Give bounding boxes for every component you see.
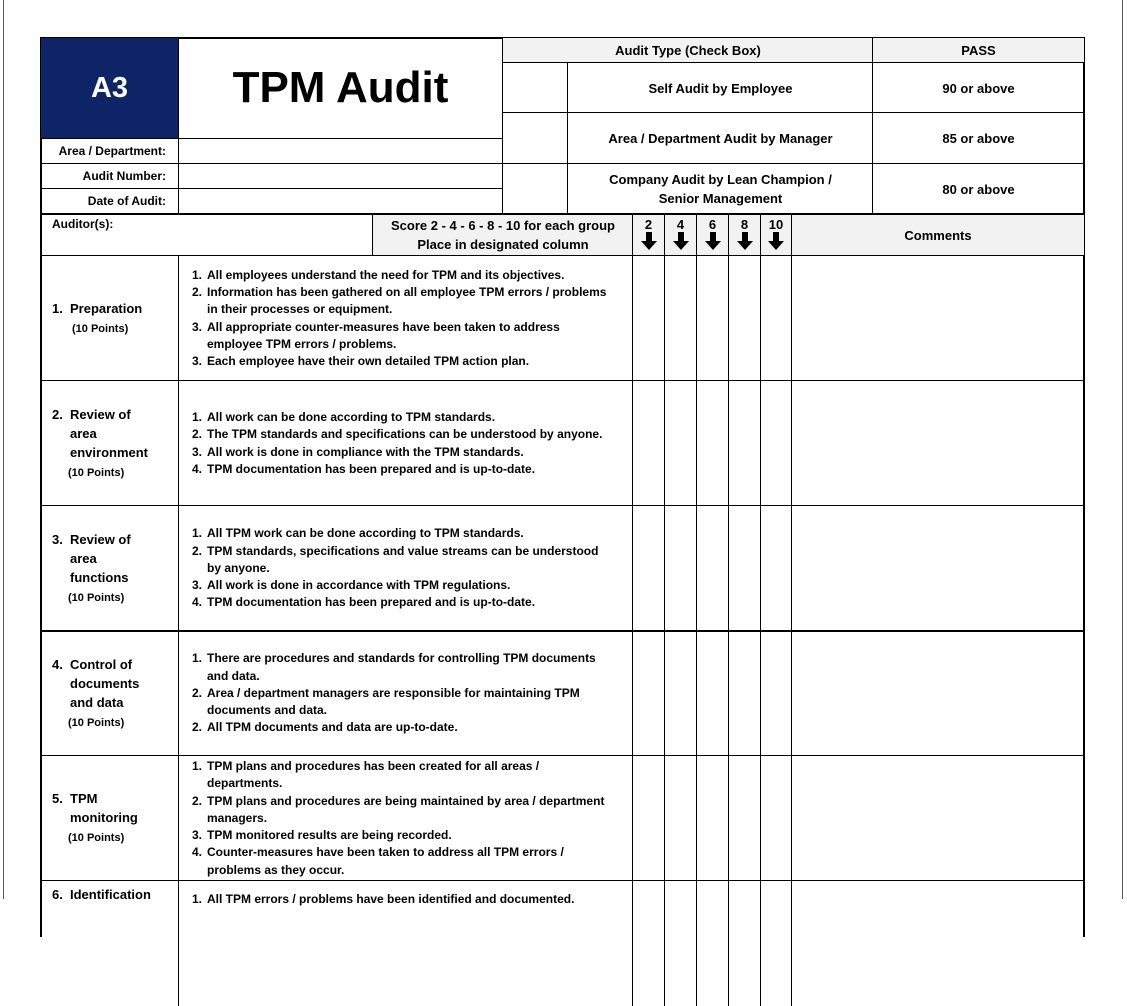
company-audit-label: Company Audit by Lean Champion / Senior Management	[567, 164, 873, 214]
criteria-item: 2. Information has been gathered on all employee TPM errors / problems in their processes or equipment.	[192, 284, 607, 317]
section-points: (10 Points)	[68, 591, 125, 604]
section-title-2: 2. Review of area environment (10 Points)	[52, 381, 176, 506]
audit-number-label: Audit Number:	[82, 169, 166, 183]
score-cell-2[interactable]	[632, 881, 664, 1006]
score-cell-8[interactable]	[728, 881, 760, 1006]
score-cell-4[interactable]	[664, 756, 696, 881]
section-title-line: monitoring	[70, 810, 138, 825]
area-department-field[interactable]	[178, 139, 502, 163]
section-points: (10 Points)	[68, 466, 125, 479]
section-criteria-2	[178, 381, 633, 506]
manager-audit-pass: 85 or above	[872, 113, 1084, 164]
section-title-4: 4. Control of documents and data (10 Points)	[52, 631, 176, 756]
section-title-5: 5. TPM monitoring (10 Points)	[52, 756, 176, 881]
score-cell-4[interactable]	[664, 381, 696, 506]
criteria-item: 3. All work is done in accordance with TPM regulations.	[192, 578, 511, 593]
section-points: (10 Points)	[72, 322, 129, 335]
criteria-item: 4. Counter-measures have been taken to address all TPM errors / problems as they occur.	[192, 845, 564, 877]
score-cell-10[interactable]	[760, 631, 791, 756]
criteria-item: 1. All TPM errors / problems have been identified and documented.	[192, 892, 575, 906]
criteria-item: 1. All TPM work can be done according to TPM standards.	[192, 526, 524, 541]
score-cell-2[interactable]	[632, 506, 664, 631]
score-column-label: 8	[740, 217, 749, 232]
score-instruction-line2: Place in designated column	[417, 237, 589, 252]
section-title-6: 6. Identification	[52, 887, 151, 902]
score-column-label: 10	[768, 217, 784, 232]
section-criteria-4	[178, 631, 633, 756]
audit-type-heading: Audit Type (Check Box)	[502, 38, 873, 63]
section-title-line: Review of	[70, 531, 131, 547]
score-cell-2[interactable]	[632, 756, 664, 881]
criteria-item: 3. All appropriate counter-measures have been taken to address employee TPM errors / problems.	[192, 319, 560, 351]
score-instruction	[372, 215, 633, 255]
criteria-item: 2. Area / department managers are responsible for maintaining TPM documents and data.	[192, 685, 580, 718]
score-column-8	[728, 215, 760, 255]
section-title-line: environment	[70, 444, 149, 460]
section-title-line: TPM	[70, 791, 98, 806]
score-cell-8[interactable]	[728, 631, 760, 756]
date-of-audit-field[interactable]	[178, 189, 502, 213]
score-instruction-line1: Score 2 - 4 - 6 - 8 - 10 for each group	[391, 218, 615, 233]
score-cell-10[interactable]	[760, 756, 791, 881]
score-cell-10[interactable]	[760, 381, 791, 506]
comments-cell[interactable]	[791, 381, 1084, 506]
score-cell-4[interactable]	[664, 256, 696, 381]
section-points: (10 Points)	[68, 716, 125, 729]
score-cell-4[interactable]	[664, 506, 696, 631]
criteria-item: 2. TPM standards, specifications and value streams can be understood by anyone.	[192, 543, 599, 575]
score-cell-6[interactable]	[696, 881, 728, 1006]
a3-badge: A3	[41, 38, 178, 138]
down-arrow-icon	[768, 232, 784, 250]
section-title-line: area	[70, 550, 97, 566]
criteria-item: 2. TPM plans and procedures are being maintained by area / department managers.	[192, 793, 605, 825]
score-cell-10[interactable]	[760, 256, 791, 381]
score-cell-4[interactable]	[664, 881, 696, 1006]
section-title-line: documents	[70, 675, 140, 691]
section-title-line: Review of	[70, 406, 131, 422]
self-audit-label: Self Audit by Employee	[567, 63, 873, 113]
criteria-item: 3. Each employee have their own detailed TPM action plan.	[192, 354, 530, 369]
manager-audit-label: Area / Department Audit by Manager	[567, 113, 873, 164]
company-audit-checkbox[interactable]	[502, 164, 568, 214]
score-cell-2[interactable]	[632, 631, 664, 756]
score-cell-6[interactable]	[696, 381, 728, 506]
criteria-item: 3. All work is done in compliance with the TPM standards.	[192, 444, 524, 459]
score-cell-8[interactable]	[728, 506, 760, 631]
score-column-2	[632, 215, 664, 255]
comments-heading: Comments	[791, 215, 1084, 255]
down-arrow-icon	[737, 232, 753, 250]
date-of-audit-label: Date of Audit:	[87, 194, 166, 208]
down-arrow-icon	[705, 232, 721, 250]
score-cell-8[interactable]	[728, 256, 760, 381]
company-audit-pass: 80 or above	[872, 164, 1084, 214]
down-arrow-icon	[641, 232, 657, 250]
score-cell-2[interactable]	[632, 381, 664, 506]
score-column-6	[696, 215, 728, 255]
score-column-10	[760, 215, 791, 255]
score-cell-4[interactable]	[664, 631, 696, 756]
score-cell-6[interactable]	[696, 631, 728, 756]
self-audit-pass: 90 or above	[872, 63, 1084, 113]
comments-cell[interactable]	[791, 756, 1084, 881]
criteria-item: 3. TPM monitored results are being recorded.	[192, 828, 452, 843]
pass-heading: PASS	[872, 38, 1084, 63]
score-column-4	[664, 215, 696, 255]
score-cell-10[interactable]	[760, 881, 791, 1006]
manager-audit-checkbox[interactable]	[502, 113, 568, 164]
section-title-line: Preparation	[70, 300, 143, 316]
score-column-label: 4	[676, 217, 685, 232]
area-department-label: Area / Department:	[58, 144, 166, 158]
comments-cell[interactable]	[791, 631, 1084, 756]
section-criteria-3	[178, 506, 633, 631]
criteria-item: 1. TPM plans and procedures has been created for all areas / departments.	[192, 758, 540, 791]
self-audit-checkbox[interactable]	[502, 63, 568, 113]
score-cell-10[interactable]	[760, 506, 791, 631]
auditors-label: Auditor(s):	[52, 217, 114, 231]
comments-cell[interactable]	[791, 256, 1084, 381]
criteria-item: 1. There are procedures and standards for controlling TPM documents and data.	[192, 651, 596, 683]
comments-cell[interactable]	[791, 506, 1084, 631]
section-title-line: and data	[70, 694, 124, 710]
score-column-label: 6	[708, 217, 717, 232]
section-title-1: 1. Preparation (10 Points)	[52, 256, 176, 381]
section-title-line: Identification	[70, 887, 151, 902]
score-cell-6[interactable]	[696, 256, 728, 381]
comments-cell[interactable]	[791, 881, 1084, 1006]
section-criteria-1	[178, 256, 633, 381]
criteria-item: 4. TPM documentation has been prepared and is up-to-date.	[192, 595, 536, 610]
section-title-line: area	[70, 425, 97, 441]
score-cell-8[interactable]	[728, 381, 760, 506]
down-arrow-icon	[673, 232, 689, 250]
criteria-item: 2. The TPM standards and specifications can be understood by anyone.	[192, 427, 603, 442]
audit-number-field[interactable]	[178, 164, 502, 188]
section-criteria-5	[178, 756, 633, 881]
criteria-item: 2. All TPM documents and data are up-to-date.	[192, 720, 458, 735]
section-title-line: functions	[70, 569, 129, 585]
score-cell-8[interactable]	[728, 756, 760, 881]
score-cell-6[interactable]	[696, 506, 728, 631]
score-cell-2[interactable]	[632, 256, 664, 381]
page-title: TPM Audit	[178, 38, 502, 138]
section-criteria-6	[178, 881, 633, 1006]
criteria-item: 1. All work can be done according to TPM standards.	[192, 409, 496, 424]
score-column-label: 2	[644, 217, 653, 232]
criteria-item: 4. TPM documentation has been prepared and is up-to-date.	[192, 461, 536, 476]
criteria-item: 1. All employees understand the need for TPM and its objectives.	[192, 267, 565, 282]
score-cell-6[interactable]	[696, 756, 728, 881]
section-points: (10 Points)	[68, 832, 125, 844]
section-title-line: Control of	[70, 656, 133, 672]
section-title-3: 3. Review of area functions (10 Points)	[52, 506, 176, 631]
